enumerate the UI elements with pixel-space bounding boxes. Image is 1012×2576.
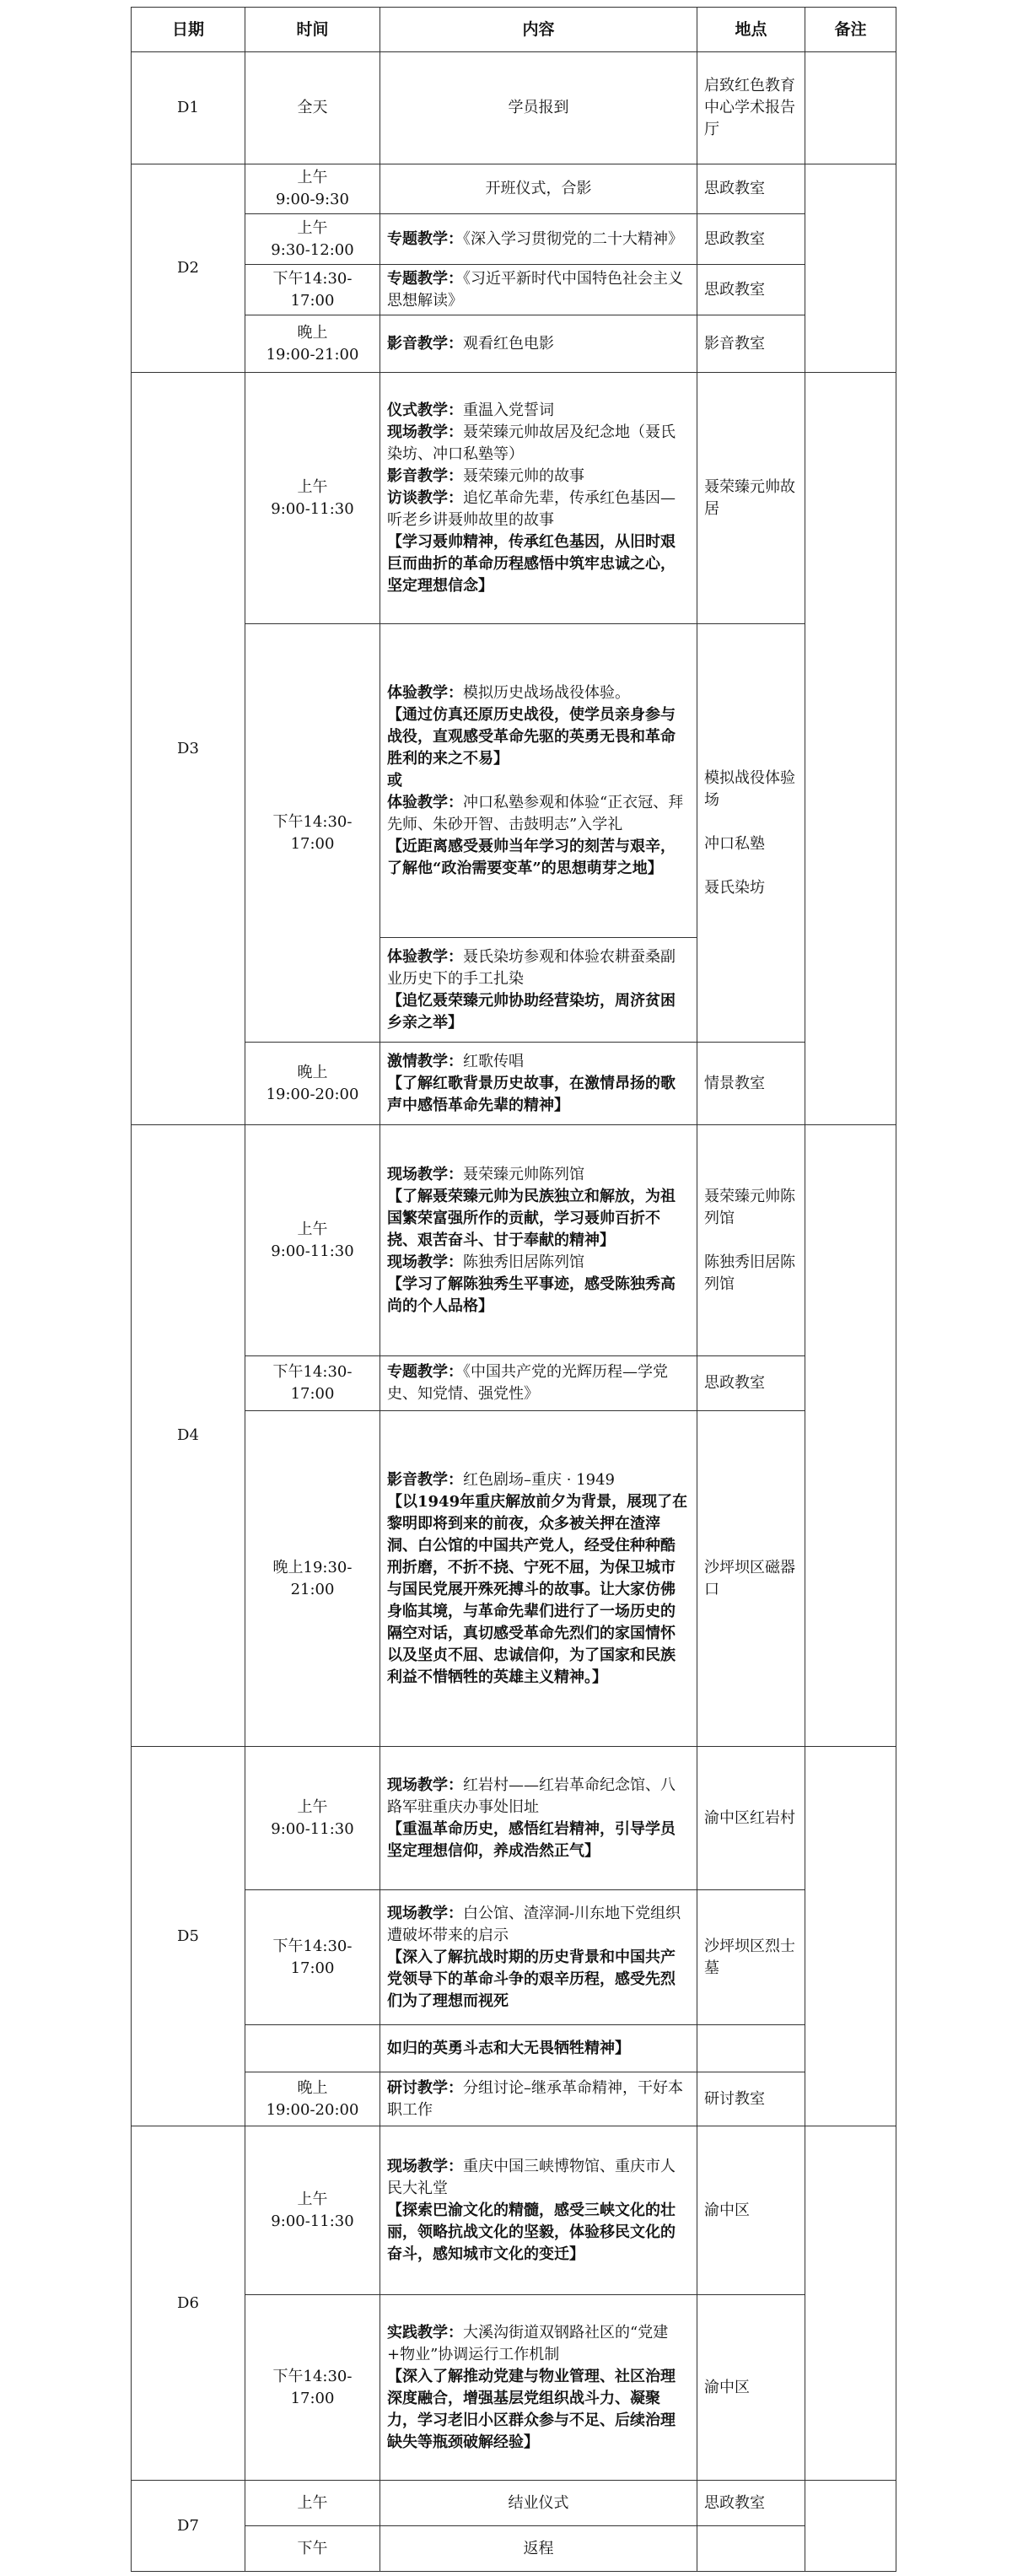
content-cell: 专题教学：《深入学习贯彻党的二十大精神》 [380, 214, 697, 265]
schedule-table [131, 7, 896, 2572]
content-cell: 现场教学：白公馆、渣滓洞-川东地下党组织遭破坏带来的启示 【深入了解抗战时期的历史背景和中国共产党领导下的革命斗争的艰辛历程，感受先烈们为了理想而视死 [380, 1890, 697, 2025]
table-row [132, 624, 896, 938]
location-cell: 思政教室 [697, 214, 805, 265]
table-row [132, 52, 896, 164]
content-cell: 专题教学：《习近平新时代中国特色社会主义思想解读》 [380, 265, 697, 315]
table-row [132, 2025, 896, 2072]
time-cell: 全天 [245, 52, 380, 164]
note-cell [805, 1747, 896, 2126]
location-cell: 模拟战役体验场 冲口私塾 聂氏染坊 [697, 624, 805, 1043]
content-cell: 结业仪式 [380, 2481, 697, 2526]
time-cell: 上午 9:00-11:30 [245, 1747, 380, 1890]
content-cell: 仪式教学：重温入党誓词 现场教学：聂荣臻元帅故居及纪念地（聂氏染坊、冲口私塾等） 影音教学：聂荣臻元帅的故事 访谈教学：追忆革命先辈，传承红色基因—听老乡讲聂帅故里的故事 【学习聂帅精神，传承红色基因，从旧时艰巨而曲折的革命历程感悟中筑牢忠诚之心，坚定理想信念】 [380, 373, 697, 624]
time-cell: 上午 9:00-11:30 [245, 2126, 380, 2295]
location-cell [697, 2025, 805, 2072]
time-cell: 下午14:30-17:00 [245, 265, 380, 315]
table-row [132, 1411, 896, 1747]
table-row [132, 1356, 896, 1411]
table-row [132, 265, 896, 315]
time-cell: 下午 [245, 2526, 380, 2572]
content-cell: 现场教学：重庆中国三峡博物馆、重庆市人民大礼堂 【探索巴渝文化的精髓，感受三峡文化的壮丽，领略抗战文化的坚毅，体验移民文化的奋斗，感知城市文化的变迁】 [380, 2126, 697, 2295]
time-cell: 晚上 19:00-21:00 [245, 315, 380, 373]
note-cell [805, 164, 896, 373]
time-cell [245, 2025, 380, 2072]
location-cell: 影音教室 [697, 315, 805, 373]
location-cell: 沙坪坝区烈士墓 [697, 1890, 805, 2025]
time-cell: 晚上 19:00-20:00 [245, 1043, 380, 1125]
time-cell: 上午 9:00-9:30 [245, 164, 380, 214]
content-cell: 影音教学：观看红色电影 [380, 315, 697, 373]
table-row [132, 2072, 896, 2126]
header-row [132, 8, 896, 52]
content-cell: 影音教学：红色剧场–重庆 · 1949 【以1949年重庆解放前夕为背景，展现了在黎明即将到来的前夜，众多被关押在渣滓洞、白公馆的中国共产党人，经受住种种酷刑折磨，不折不挠、宁死不屈，为保卫城市与国民党展开殊死搏斗的故事。让大家仿佛身临其境，与革命先辈们进行了一场历史的隔空对话，真切感受革命先烈们的家国情怀以及坚贞不屈、忠诚信仰，为了国家和民族利益不惜牺牲的英雄主义精神。】 [380, 1411, 697, 1747]
time-cell: 下午14:30-17:00 [245, 1356, 380, 1411]
location-cell: 启致红色教育中心学术报告厅 [697, 52, 805, 164]
content-cell: 返程 [380, 2526, 697, 2572]
location-cell: 思政教室 [697, 2481, 805, 2526]
day-cell: D3 [132, 373, 245, 1125]
note-cell [805, 1125, 896, 1747]
table-row [132, 2481, 896, 2526]
table-row [132, 315, 896, 373]
day-cell: D7 [132, 2481, 245, 2572]
table-row [132, 2126, 896, 2295]
location-cell: 研讨教室 [697, 2072, 805, 2126]
table-row [132, 214, 896, 265]
table-row [132, 2295, 896, 2481]
location-cell: 渝中区 [697, 2126, 805, 2295]
note-cell [805, 2481, 896, 2572]
time-cell: 晚上19:30-21:00 [245, 1411, 380, 1747]
day-cell: D1 [132, 52, 245, 164]
content-cell: 体验教学：模拟历史战场战役体验。 【通过仿真还原历史战役，使学员亲身参与战役，直观感受革命先驱的英勇无畏和革命胜利的来之不易】 或 体验教学：冲口私塾参观和体验“正衣冠、拜先师、朱砂开智、击鼓明志”入学礼 【近距离感受聂帅当年学习的刻苦与艰辛，了解他“政治需要变革”的思想萌芽之地】 [380, 624, 697, 938]
time-cell: 下午14:30-17:00 [245, 2295, 380, 2481]
location-cell: 沙坪坝区磁器口 [697, 1411, 805, 1747]
table-row [132, 164, 896, 214]
content-cell: 如归的英勇斗志和大无畏牺牲精神】 [380, 2025, 697, 2072]
location-cell [697, 2526, 805, 2572]
content-cell: 学员报到 [380, 52, 697, 164]
time-cell: 上午 9:00-11:30 [245, 1125, 380, 1356]
day-cell: D4 [132, 1125, 245, 1747]
location-cell: 思政教室 [697, 1356, 805, 1411]
header-note: 备注 [805, 8, 896, 52]
table-row [132, 2526, 896, 2572]
content-cell: 实践教学：大溪沟街道双钢路社区的“党建+物业”协调运行工作机制 【深入了解推动党建与物业管理、社区治理深度融合，增强基层党组织战斗力、凝聚力，学习老旧小区群众参与不足、后续治理缺失等瓶颈破解经验】 [380, 2295, 697, 2481]
content-cell: 激情教学：红歌传唱 【了解红歌背景历史故事，在激情昂扬的歌声中感悟革命先辈的精神】 [380, 1043, 697, 1125]
content-cell: 体验教学：聂氏染坊参观和体验农耕蚕桑副业历史下的手工扎染 【追忆聂荣臻元帅协助经营染坊，周济贫困乡亲之举】 [380, 938, 697, 1043]
header-time: 时间 [245, 8, 380, 52]
note-cell [805, 52, 896, 164]
location-cell: 渝中区 [697, 2295, 805, 2481]
location-cell: 聂荣臻元帅故居 [697, 373, 805, 624]
content-cell: 研讨教学：分组讨论–继承革命精神，干好本职工作 [380, 2072, 697, 2126]
location-cell: 聂荣臻元帅陈列馆 陈独秀旧居陈列馆 [697, 1125, 805, 1356]
table-row [132, 1747, 896, 1890]
time-cell: 上午 9:00-11:30 [245, 373, 380, 624]
location-cell: 情景教室 [697, 1043, 805, 1125]
day-cell: D5 [132, 1747, 245, 2126]
location-cell: 思政教室 [697, 265, 805, 315]
table-row [132, 373, 896, 624]
time-cell: 下午14:30-17:00 [245, 624, 380, 1043]
content-cell: 专题教学：《中国共产党的光辉历程—学党史、知党情、强党性》 [380, 1356, 697, 1411]
time-cell: 上午 9:30-12:00 [245, 214, 380, 265]
content-cell: 现场教学：红岩村——红岩革命纪念馆、八路军驻重庆办事处旧址 【重温革命历史，感悟红岩精神，引导学员坚定理想信仰，养成浩然正气】 [380, 1747, 697, 1890]
time-cell: 上午 [245, 2481, 380, 2526]
note-cell [805, 373, 896, 1125]
table-row [132, 1890, 896, 2025]
header-location: 地点 [697, 8, 805, 52]
note-cell [805, 2126, 896, 2481]
header-date: 日期 [132, 8, 245, 52]
day-cell: D2 [132, 164, 245, 373]
day-cell: D6 [132, 2126, 245, 2481]
table-row [132, 1125, 896, 1356]
time-cell: 晚上 19:00-20:00 [245, 2072, 380, 2126]
header-content: 内容 [380, 8, 697, 52]
content-cell: 现场教学：聂荣臻元帅陈列馆 【了解聂荣臻元帅为民族独立和解放，为祖国繁荣富强所作的贡献，学习聂帅百折不挠、艰苦奋斗、甘于奉献的精神】 现场教学：陈独秀旧居陈列馆 【学习了解陈独秀生平事迹，感受陈独秀高尚的个人品格】 [380, 1125, 697, 1356]
content-cell: 开班仪式，合影 [380, 164, 697, 214]
location-cell: 思政教室 [697, 164, 805, 214]
table-row [132, 1043, 896, 1125]
location-cell: 渝中区红岩村 [697, 1747, 805, 1890]
time-cell: 下午14:30-17:00 [245, 1890, 380, 2025]
